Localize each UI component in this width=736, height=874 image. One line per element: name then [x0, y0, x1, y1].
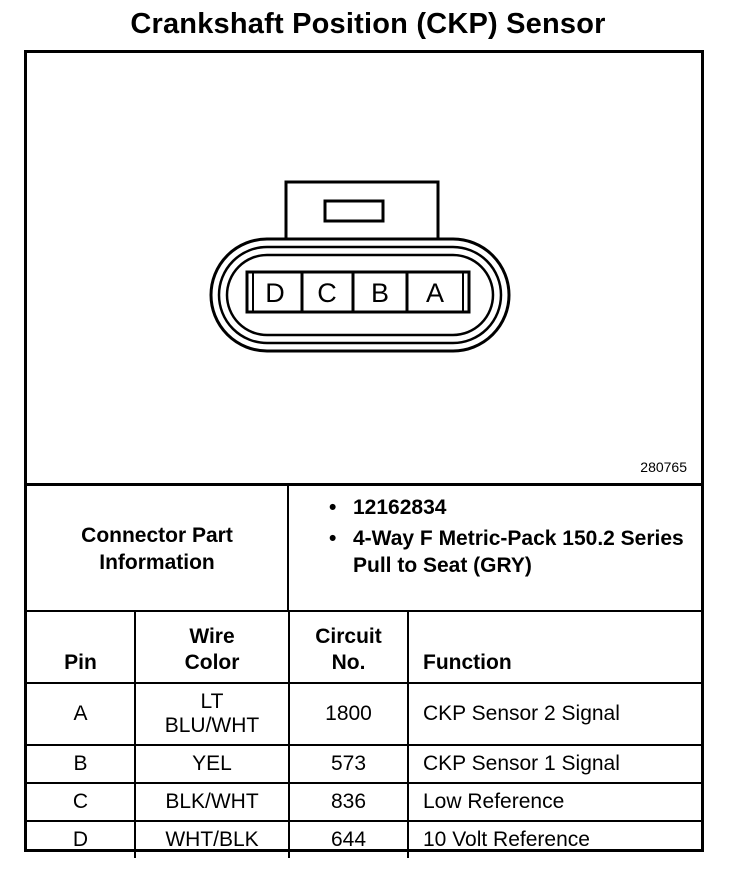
pin-label-c: C	[317, 278, 337, 308]
connector-info-label-line1: Connector Part	[81, 524, 233, 547]
pin-cell: D	[27, 821, 135, 858]
connector-info-label	[27, 486, 289, 612]
wire-color-cell	[135, 683, 289, 745]
header-wire-line1: Wire	[189, 625, 235, 648]
connector-info-label-line2: Information	[99, 551, 215, 574]
table-row	[27, 745, 701, 783]
pin-label-b: B	[370, 278, 390, 308]
wire-color-line2: BLU/WHT	[164, 714, 260, 737]
header-wire-line2: Color	[184, 651, 240, 674]
header-function	[408, 612, 701, 683]
pin-cell: B	[27, 745, 135, 783]
table-row	[27, 783, 701, 821]
function-cell: CKP Sensor 1 Signal	[408, 745, 701, 783]
figure-number: 280765	[640, 459, 687, 475]
header-function-text: Function	[423, 651, 512, 674]
connector-description: • 4-Way F Metric-Pack 150.2 Series Pull to Seat (GRY)	[327, 525, 697, 579]
pin-cell: C	[27, 783, 135, 821]
header-circuit-no	[289, 612, 408, 683]
pin-cell: A	[27, 683, 135, 745]
header-pin-text: Pin	[64, 651, 97, 674]
function-cell: Low Reference	[408, 783, 701, 821]
header-circuit-line1: Circuit	[315, 625, 382, 648]
connector-info-list	[327, 494, 697, 583]
circuit-cell: 836	[289, 783, 408, 821]
function-cell: CKP Sensor 2 Signal	[408, 683, 701, 745]
header-circuit-line2: No.	[331, 651, 366, 674]
connector-part-number: • 12162834	[327, 494, 697, 521]
pinout-table	[27, 612, 701, 858]
table-row	[27, 821, 701, 858]
circuit-cell: 573	[289, 745, 408, 783]
function-cell: 10 Volt Reference	[408, 821, 701, 858]
circuit-cell: 644	[289, 821, 408, 858]
wire-color-cell: BLK/WHT	[135, 783, 289, 821]
table-header-row	[27, 612, 701, 683]
wire-color-line1: LT	[200, 690, 224, 713]
pin-label-d: D	[265, 278, 285, 308]
connector-part-information	[27, 483, 701, 612]
wire-color-cell: WHT/BLK	[135, 821, 289, 858]
connector-drawing	[27, 53, 701, 483]
sensor-info-frame	[24, 50, 704, 852]
circuit-cell: 1800	[289, 683, 408, 745]
header-pin	[27, 612, 135, 683]
table-row	[27, 683, 701, 745]
page-title: Crankshaft Position (CKP) Sensor	[130, 8, 606, 40]
pin-label-a: A	[425, 278, 445, 308]
connector-figure	[27, 53, 701, 483]
header-wire-color	[135, 612, 289, 683]
wire-color-cell: YEL	[135, 745, 289, 783]
